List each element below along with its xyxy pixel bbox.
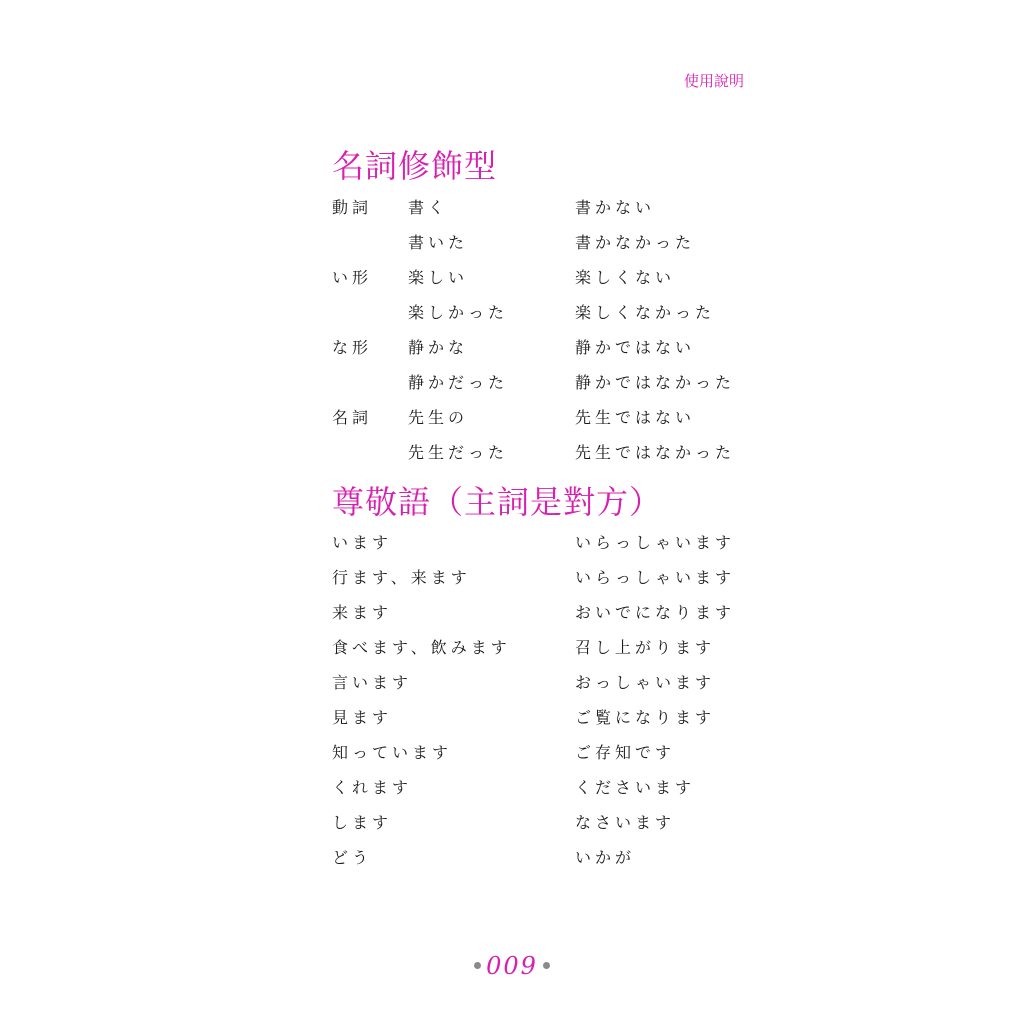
table-row [332,706,752,741]
table-row [332,196,752,231]
section-title-noun-modifier: 名詞修飾型 [332,147,498,185]
page-number [0,952,1024,980]
table-row [332,301,752,336]
plain-form: 言います [332,673,413,692]
affirmative-form: 楽しかった [408,303,509,322]
honorific-table [332,531,752,881]
affirmative-form: 書く [408,198,449,217]
affirmative-form: 静かだった [408,373,509,392]
negative-form: 書かない [575,198,656,217]
honorific-form: おいでになります [575,603,736,622]
table-row [332,671,752,706]
honorific-form: くださいます [575,778,696,797]
table-row [332,371,752,406]
word-category: 動詞 [332,198,373,217]
plain-form: どう [332,848,373,867]
section-title-honorific: 尊敬語（主詞是對方） [332,483,663,521]
plain-form: 知っています [332,743,453,762]
table-row [332,846,752,881]
honorific-form: いらっしゃいます [575,533,736,552]
table-row [332,776,752,811]
word-category: い形 [332,268,373,287]
negative-form: 楽しくなかった [575,303,716,322]
honorific-form: ご覧になります [575,708,716,727]
word-category: 名詞 [332,408,373,427]
affirmative-form: 書いた [408,233,469,252]
plain-form: います [332,533,393,552]
affirmative-form: 楽しい [408,268,469,287]
negative-form: 楽しくない [575,268,676,287]
plain-form: 行ます、来ます [332,568,471,587]
plain-form: くれます [332,778,413,797]
negative-form: 先生ではなかった [575,443,736,462]
noun-modifier-table [332,196,752,476]
negative-form: 静かではなかった [575,373,736,392]
plain-form: 見ます [332,708,393,727]
running-header: 使用說明 [683,72,744,90]
honorific-form: いらっしゃいます [575,568,736,587]
honorific-form: おっしゃいます [575,673,716,692]
negative-form: 書かなかった [575,233,696,252]
honorific-form: いかが [575,848,636,867]
table-row [332,231,752,266]
affirmative-form: 先生の [408,408,469,427]
table-row [332,336,752,371]
table-row [332,566,752,601]
bullet-dot-icon [474,962,481,969]
table-row [332,741,752,776]
negative-form: 静かではない [575,338,696,357]
honorific-form: なさいます [575,813,676,832]
table-row [332,601,752,636]
plain-form: します [332,813,393,832]
bullet-dot-icon [543,962,550,969]
page-number-text: 009 [486,952,538,980]
table-row [332,266,752,301]
negative-form: 先生ではない [575,408,696,427]
plain-form: 来ます [332,603,393,622]
word-category: な形 [332,338,373,357]
honorific-form: 召し上がります [575,638,716,657]
table-row [332,441,752,476]
table-row [332,636,752,671]
table-row [332,406,752,441]
affirmative-form: 静かな [408,338,469,357]
honorific-form: ご存知です [575,743,676,762]
affirmative-form: 先生だった [408,443,509,462]
plain-form: 食べます、飲みます [332,638,511,657]
table-row [332,531,752,566]
table-row [332,811,752,846]
